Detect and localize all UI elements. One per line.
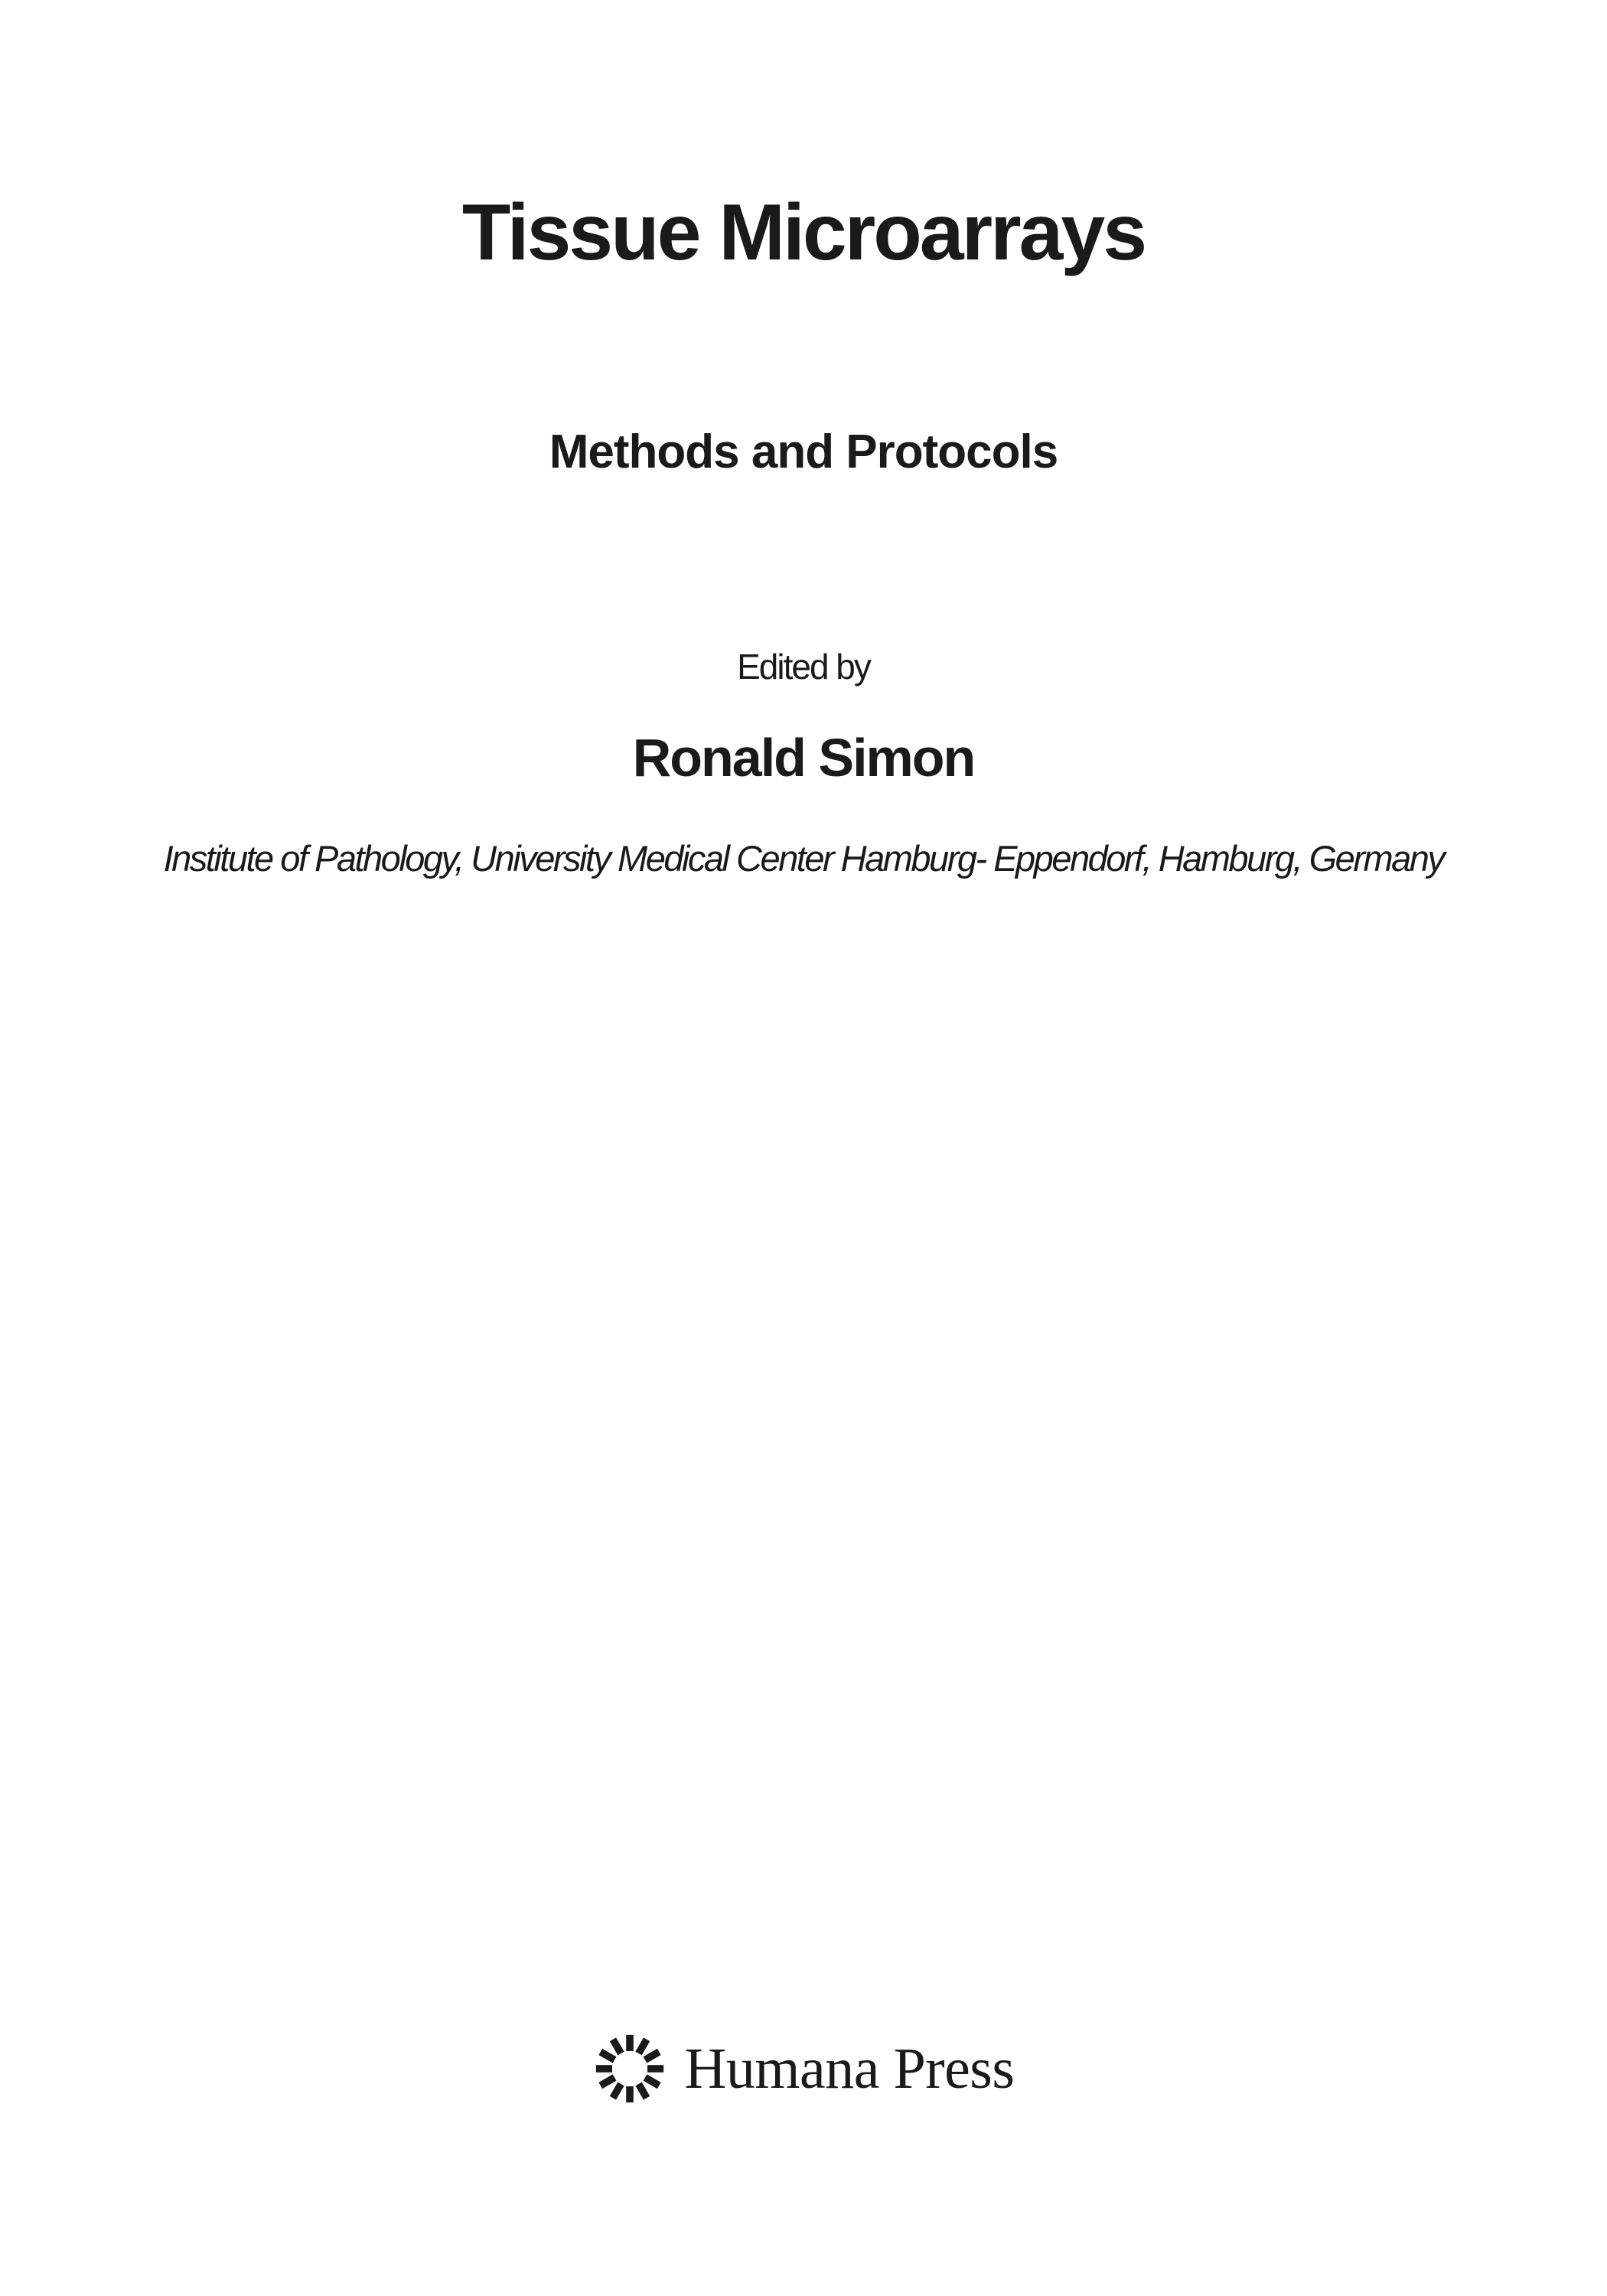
editor-name: Ronald Simon [632,728,975,788]
publisher-name: Humana Press [684,2037,1015,2101]
sunburst-icon [593,2032,667,2105]
book-subtitle: Methods and Protocols [549,426,1058,478]
publisher-imprint [0,2032,1607,2105]
editor-affiliation: Institute of Pathology, University Medical Center Hamburg- Eppendorf, Hamburg, Germany [163,838,1444,879]
edited-by-label: Edited by [737,647,870,687]
book-title: Tissue Microarrays [461,188,1146,277]
